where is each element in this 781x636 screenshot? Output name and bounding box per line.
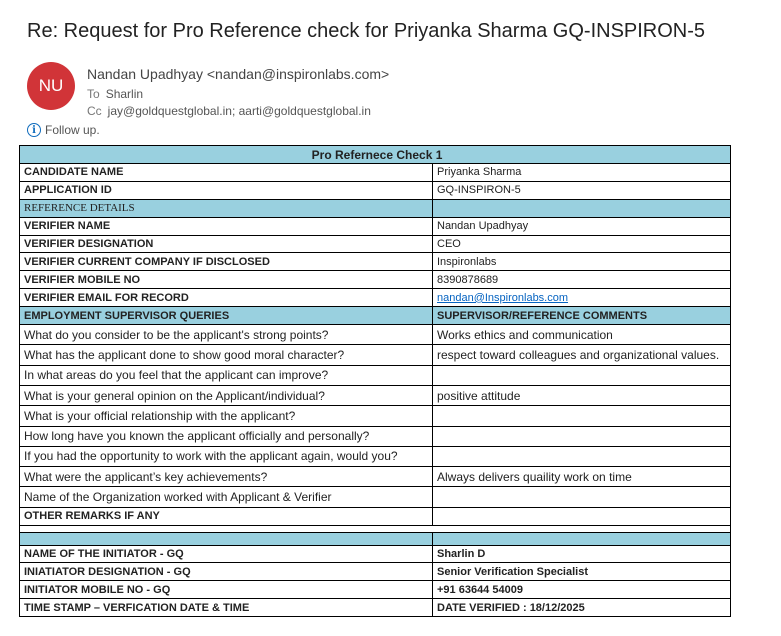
table-row: [20, 525, 731, 532]
verifier-name-value: Nandan Upadhyay: [433, 217, 731, 235]
table-row: [20, 545, 731, 563]
follow-up-text: Follow up.: [45, 123, 100, 137]
spacer-cell: [20, 525, 731, 532]
verifier-company-label: VERIFIER CURRENT COMPANY IF DISCLOSED: [20, 253, 433, 271]
question-cell: How long have you known the applicant officially and personally?: [20, 426, 433, 446]
table-row: [20, 345, 731, 365]
reference-section-empty: [433, 199, 731, 217]
table-row: [20, 235, 731, 253]
other-remarks-label: OTHER REMARKS IF ANY: [20, 507, 433, 525]
table-row: [20, 289, 731, 307]
verifier-email-label: VERIFIER EMAIL FOR RECORD: [20, 289, 433, 307]
table-row: [20, 446, 731, 466]
table-row: [20, 217, 731, 235]
initiator-name-value: Sharlin D: [433, 545, 731, 563]
timestamp-value: DATE VERIFIED : 18/12/2025: [433, 599, 731, 617]
initiator-mobile-value: +91 63644 54009: [433, 581, 731, 599]
answer-cell: positive attitude: [433, 385, 731, 405]
table-row: [20, 563, 731, 581]
question-cell: What is your general opinion on the Applicant/individual?: [20, 385, 433, 405]
initiator-mobile-label: INITIATOR MOBILE NO - GQ: [20, 581, 433, 599]
table-row: [20, 406, 731, 426]
verifier-company-value: Inspironlabs: [433, 253, 731, 271]
question-cell: Name of the Organization worked with Applicant & Verifier: [20, 487, 433, 507]
table-row: [20, 325, 731, 345]
blank-cell: [433, 532, 731, 545]
answer-cell: [433, 446, 731, 466]
blank-cell: [20, 532, 433, 545]
queries-header: EMPLOYMENT SUPERVISOR QUERIES: [20, 307, 433, 325]
verifier-email-link[interactable]: nandan@Inspironlabs.com: [437, 291, 569, 304]
candidate-value: Priyanka Sharma: [433, 164, 731, 182]
table-row: [20, 365, 731, 385]
application-value: GQ-INSPIRON-5: [433, 181, 731, 199]
table-title: Pro Refernece Check 1: [20, 146, 731, 164]
email-subject: Re: Request for Pro Reference check for Priyanka Sharma GQ-INSPIRON-5: [27, 20, 706, 42]
reference-section-header: REFERENCE DETAILS: [20, 199, 433, 217]
question-cell: If you had the opportunity to work with the applicant again, would you?: [20, 446, 433, 466]
table-row: [20, 385, 731, 405]
table-row: [20, 487, 731, 507]
table-title-row: [20, 146, 731, 164]
answer-cell: [433, 487, 731, 507]
verifier-mobile-label: VERIFIER MOBILE NO: [20, 271, 433, 289]
sender-name[interactable]: Nandan Upadhyay <nandan@inspironlabs.com>: [87, 66, 390, 82]
question-cell: What has the applicant done to show good moral character?: [20, 345, 433, 365]
initiator-name-label: NAME OF THE INITIATOR - GQ: [20, 545, 433, 563]
table-row: [20, 507, 731, 525]
cc-recipients[interactable]: jay@goldquestglobal.in; aarti@goldquestglobal.in: [107, 104, 371, 118]
cc-label: Cc: [87, 104, 102, 118]
table-row: [20, 426, 731, 446]
table-row: [20, 164, 731, 182]
question-cell: What were the applicant’s key achievements?: [20, 467, 433, 487]
initiator-designation-value: Senior Verification Specialist: [433, 563, 731, 581]
table-row: [20, 271, 731, 289]
candidate-label: CANDIDATE NAME: [20, 164, 433, 182]
verifier-email-cell: [433, 289, 731, 307]
timestamp-label: TIME STAMP – VERFICATION DATE & TIME: [20, 599, 433, 617]
application-label: APPLICATION ID: [20, 181, 433, 199]
table-row: [20, 599, 731, 617]
comments-header: SUPERVISOR/REFERENCE COMMENTS: [433, 307, 731, 325]
answer-cell: [433, 426, 731, 446]
verifier-designation-label: VERIFIER DESIGNATION: [20, 235, 433, 253]
initiator-designation-label: INIATIATOR DESIGNATION - GQ: [20, 563, 433, 581]
follow-up-flag[interactable]: [27, 123, 100, 137]
verifier-mobile-value: 8390878689: [433, 271, 731, 289]
sender-avatar[interactable]: NU: [27, 62, 75, 110]
table-row: [20, 253, 731, 271]
to-label: To: [87, 87, 100, 101]
table-row: [20, 467, 731, 487]
reference-check-table: [19, 145, 731, 617]
to-recipient[interactable]: Sharlin: [105, 87, 144, 101]
info-icon: i: [27, 123, 41, 137]
answer-cell: Works ethics and communication: [433, 325, 731, 345]
answer-cell: [433, 406, 731, 426]
table-row: [20, 581, 731, 599]
answer-cell: [433, 365, 731, 385]
verifier-designation-value: CEO: [433, 235, 731, 253]
table-row: [20, 532, 731, 545]
to-line: [87, 87, 143, 101]
table-row: [20, 181, 731, 199]
question-cell: What do you consider to be the applicant's strong points?: [20, 325, 433, 345]
answer-cell: Always delivers quaility work on time: [433, 467, 731, 487]
table-row: [20, 199, 731, 217]
cc-line: [87, 104, 371, 118]
question-cell: In what areas do you feel that the applicant can improve?: [20, 365, 433, 385]
verifier-name-label: VERIFIER NAME: [20, 217, 433, 235]
other-remarks-value: [433, 507, 731, 525]
answer-cell: respect toward colleagues and organizational values.: [433, 345, 731, 365]
table-row: [20, 307, 731, 325]
question-cell: What is your official relationship with the applicant?: [20, 406, 433, 426]
